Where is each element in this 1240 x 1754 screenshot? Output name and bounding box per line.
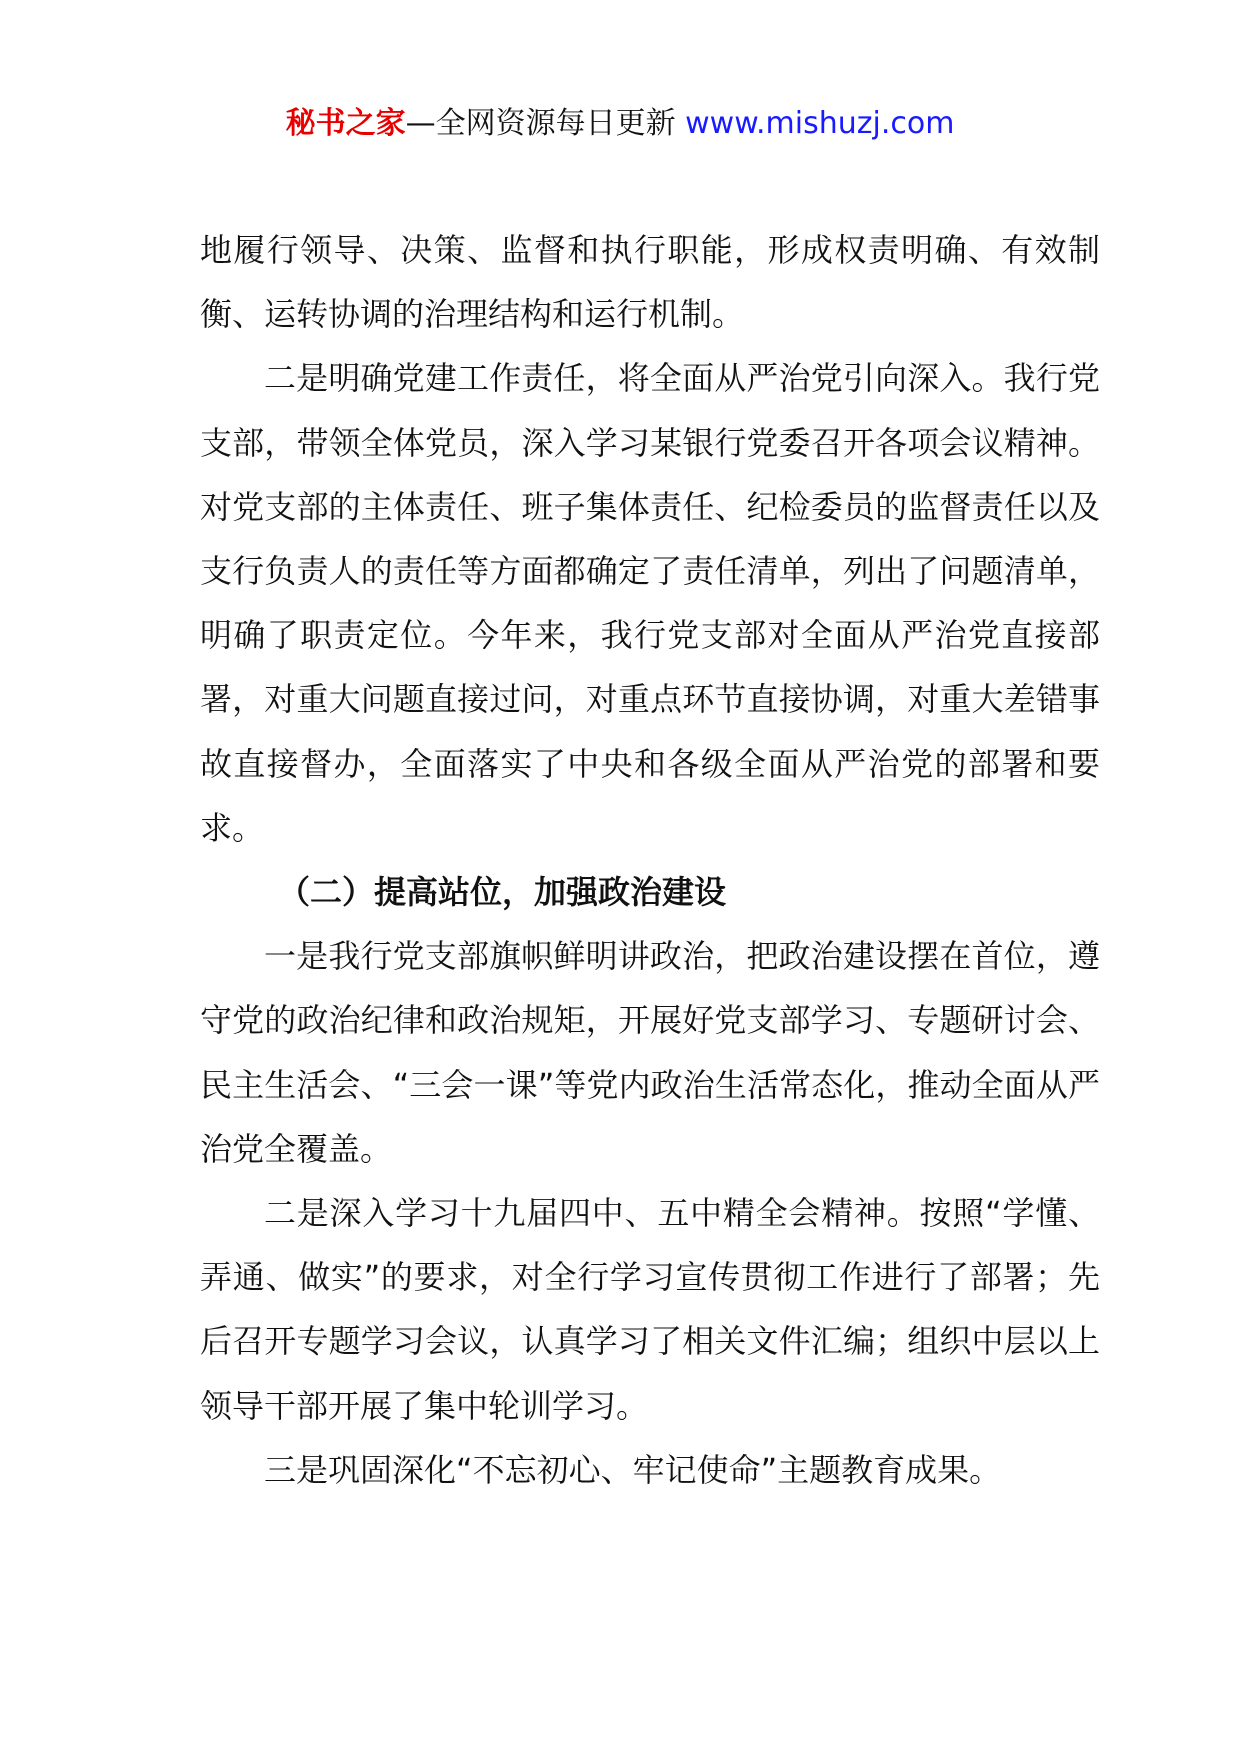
page-header bbox=[0, 102, 1240, 146]
paragraph-continuation: 地履行领导、决策、监督和执行职能，形成权责明确、有效制衡、运转协调的治理结构和运行机制。 bbox=[200, 231, 1100, 334]
paragraph: 三是巩固深化“不忘初心、牢记使命”主题教育成果。 bbox=[264, 1450, 1002, 1489]
document-body bbox=[200, 218, 1100, 1502]
paragraph: 一是我行党支部旗帜鲜明讲政治，把政治建设摆在首位，遵守党的政治纪律和政治规矩，开展好党支部学习、专题研讨会、民主生活会、“三会一课”等党内政治生活常态化，推动全面从严治党全覆盖。 bbox=[200, 937, 1100, 1168]
header-url-link[interactable]: www.mishuzj.com bbox=[685, 106, 955, 141]
header-brand: 秘书之家 bbox=[285, 106, 406, 141]
paragraph: 二是深入学习十九届四中、五中精全会精神。按照“学懂、弄通、做实”的要求，对全行学习宣传贯彻工作进行了部署；先后召开专题学习会议，认真学习了相关文件汇编；组织中层以上领导干部开展了集中轮训学习。 bbox=[200, 1194, 1100, 1425]
section-heading: （二）提高站位，加强政治建设 bbox=[278, 873, 727, 912]
header-tagline: —全网资源每日更新 bbox=[405, 106, 686, 141]
paragraph: 二是明确党建工作责任，将全面从严治党引向深入。我行党支部，带领全体党员，深入学习某银行党委召开各项会议精神。对党支部的主体责任、班子集体责任、纪检委员的监督责任以及支行负责人的责任等方面都确定了责任清单，列出了问题清单，明确了职责定位。今年来，我行党支部对全面从严治党直接部署，对重大问题直接过问，对重点环节直接协调，对重大差错事故直接督办，全面落实了中央和各级全面从严治党的部署和要求。 bbox=[200, 359, 1100, 847]
